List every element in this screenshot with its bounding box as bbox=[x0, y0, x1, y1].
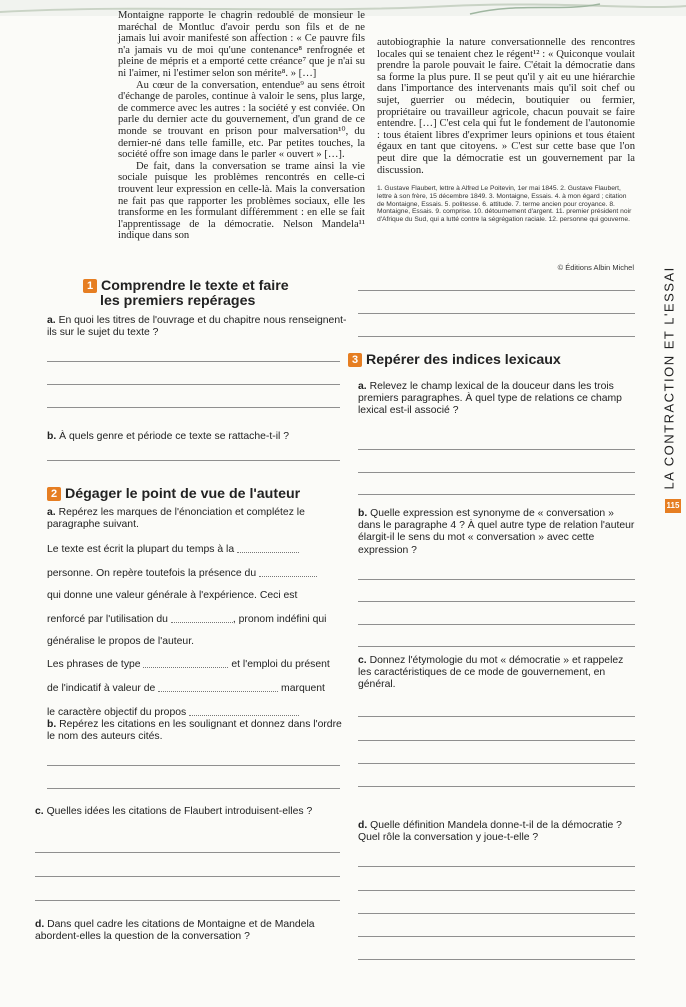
answer-line[interactable] bbox=[358, 601, 635, 602]
answer-line[interactable] bbox=[358, 913, 635, 914]
answer-line[interactable] bbox=[358, 959, 635, 960]
page-number: 115 bbox=[665, 499, 681, 513]
answer-line[interactable] bbox=[358, 313, 635, 314]
question-1b: b. À quels genre et période ce texte se rattache-t-il ? bbox=[47, 431, 290, 442]
answer-line[interactable] bbox=[35, 900, 340, 901]
answer-line[interactable] bbox=[47, 361, 340, 362]
text-column-left bbox=[118, 10, 365, 242]
answer-line[interactable] bbox=[358, 624, 635, 625]
question-3b: b. Quelle expression est synonyme de « conversation » dans le paragraphe 4 ? À quel autre type de relation l'auteur élargit-il le sens du mot « conversation » avec cette expression ? bbox=[358, 508, 635, 556]
answer-line[interactable] bbox=[358, 290, 635, 291]
answer-line[interactable] bbox=[47, 384, 340, 385]
answer-line[interactable] bbox=[47, 407, 340, 408]
fill-blank[interactable] bbox=[237, 542, 299, 553]
answer-line[interactable] bbox=[35, 876, 340, 877]
text-paragraph: autobiographie la nature conversationnelle des rencontres locales qui se tenaient chez le régent¹² : « Quiconque voulait prendre la parole pouvait le faire. C'était la démocratie dans sa forme la plus pure. Il se peut qu'il y ait eu une hiérarchie dans l'importance des intervenants mais qu'il soit chef ou sujet, guerrier ou médecin, boutiquier ou fermier, propriétaire ou travailleur agricole, chacun pouvait se faire entendre. […] C'est cela qui fut le fondement de l'autonomie : tous étaient libres d'exprimer leurs opinions et tous étaient égaux en tant que citoyens. » C'est sur cette base que l'on peut dire que la démocratie est un gouvernement par la discussion. bbox=[377, 37, 635, 176]
answer-line[interactable] bbox=[358, 646, 635, 647]
answer-line[interactable] bbox=[358, 763, 635, 764]
side-label: LA CONTRACTION ET L'ESSAI bbox=[661, 266, 677, 490]
fill-in-paragraph: Le texte est écrit la plupart du temps à la personne. On repère toutefois la présence du qui donne une valeur générale à l'expérience. Ceci est renforcé par l'utilisation du , pronom indéfini qui généralise le propos de l'auteur. Les phrases de type et l'emploi du présent de l'indicatif à valeur de marquent le caractère objectif du propos bbox=[47, 544, 330, 719]
fill-blank[interactable] bbox=[259, 566, 317, 577]
text-paragraph: Au cœur de la conversation, entendue⁹ au sens étroit d'échange de paroles, continue à valoir le sens, plus large, de commerce avec les autres : la société y est conviée. On parle du dernier acte du gouvernement, d'un grand de ce monde se trouvant en prison pour malversation¹⁰, du dernier-né dans telle famille, etc. Par petites touches, la société offre son image dans le parler « ouvert » […]. bbox=[118, 79, 365, 161]
question-2a: a. Repérez les marques de l'énonciation et complétez le paragraphe suivant. bbox=[47, 507, 305, 531]
text-column-right bbox=[377, 37, 635, 176]
section-1-title: 1 Comprendre le texte et faire les premiers repérages bbox=[83, 279, 353, 309]
section-number-badge: 1 bbox=[83, 279, 97, 293]
answer-line[interactable] bbox=[358, 336, 635, 337]
text-paragraph: De fait, dans la conversation se trame ainsi la vie sociale puisque les problèmes rencontrés en celle-ci trouvent leur expression en celle-là. Mais la conversation ne fait pas que rapporter les problèmes sociaux, elle les transforme en les formulant différemment : en elle se fait l'apprentissage de la démocratie. Nelson Mandela¹¹ indique dans son bbox=[118, 160, 365, 242]
fill-blank[interactable] bbox=[189, 705, 299, 716]
section-2-title: 2 Dégager le point de vue de l'auteur bbox=[47, 487, 337, 502]
fill-blank[interactable] bbox=[143, 657, 228, 668]
question-2d: d. Dans quel cadre les citations de Montaigne et de Mandela abordent-elles la question de la conversation ? bbox=[35, 919, 315, 943]
answer-line[interactable] bbox=[358, 449, 635, 450]
answer-line[interactable] bbox=[47, 460, 340, 461]
answer-line[interactable] bbox=[358, 494, 635, 495]
question-1a: a. En quoi les titres de l'ouvrage et du chapitre nous renseignent-ils sur le sujet du texte ? bbox=[47, 315, 347, 339]
text-paragraph: Montaigne rapporte le chagrin redoublé de monsieur le maréchal de Montluc d'avoir perdu son fils et de ne jamais lui avoir manifesté son affection : « Ce pauvre fils n'a jamais vu de moi qu'une contenance⁸ renfrognée et pleine de mépris et a emporté cette créance⁷ que je n'ai su ni l'aimer, ni l'estimer selon son mérite⁸. » […] bbox=[118, 10, 365, 79]
section-number-badge: 2 bbox=[47, 487, 61, 501]
answer-line[interactable] bbox=[47, 788, 340, 789]
question-3c: c. Donnez l'étymologie du mot « démocratie » et rappelez les caractéristiques de ce mode de gouvernement, en général. bbox=[358, 655, 624, 691]
section-number-badge: 3 bbox=[348, 353, 362, 367]
answer-line[interactable] bbox=[358, 936, 635, 937]
copyright: © Éditions Albin Michel bbox=[557, 263, 634, 272]
answer-line[interactable] bbox=[358, 890, 635, 891]
answer-line[interactable] bbox=[358, 866, 635, 867]
answer-line[interactable] bbox=[358, 786, 635, 787]
answer-line[interactable] bbox=[358, 579, 635, 580]
question-2c: c. Quelles idées les citations de Flaubert introduisent-elles ? bbox=[35, 806, 313, 817]
answer-line[interactable] bbox=[35, 852, 340, 853]
answer-line[interactable] bbox=[47, 765, 340, 766]
section-3-title: 3 Repérer des indices lexicaux bbox=[348, 353, 638, 368]
answer-line[interactable] bbox=[358, 716, 635, 717]
question-3d: d. Quelle définition Mandela donne-t-il de la démocratie ? Quel rôle la conversation y joue-t-elle ? bbox=[358, 820, 622, 844]
footnotes: 1. Gustave Flaubert, lettre à Alfred Le Poitevin, 1er mai 1845. 2. Gustave Flaubert, lettre à son frère, 15 décembre 1849. 3. Montaigne, Essais. 4. à mon égard ; citation de Montaigne, Essais. 5. politesse. 6. attitude. 7. terme ancien pour croyance. 8. Montaigne, Essais. 9. comprise. 10. détournement d'argent. 11. premier président noir d'Afrique du Sud, qui a lutté contre la ségrégation raciale. 12. personne qui gouverne. bbox=[377, 185, 632, 224]
fill-blank[interactable] bbox=[171, 612, 233, 623]
question-2b: b. Repérez les citations en les soulignant et donnez dans l'ordre le nom des auteurs cités. bbox=[47, 719, 342, 743]
fill-blank[interactable] bbox=[158, 681, 278, 692]
question-3a: a. Relevez le champ lexical de la douceur dans les trois premiers paragraphes. À quel type de relations ce champ lexical est-il associé ? bbox=[358, 381, 622, 417]
answer-line[interactable] bbox=[358, 740, 635, 741]
answer-line[interactable] bbox=[358, 472, 635, 473]
